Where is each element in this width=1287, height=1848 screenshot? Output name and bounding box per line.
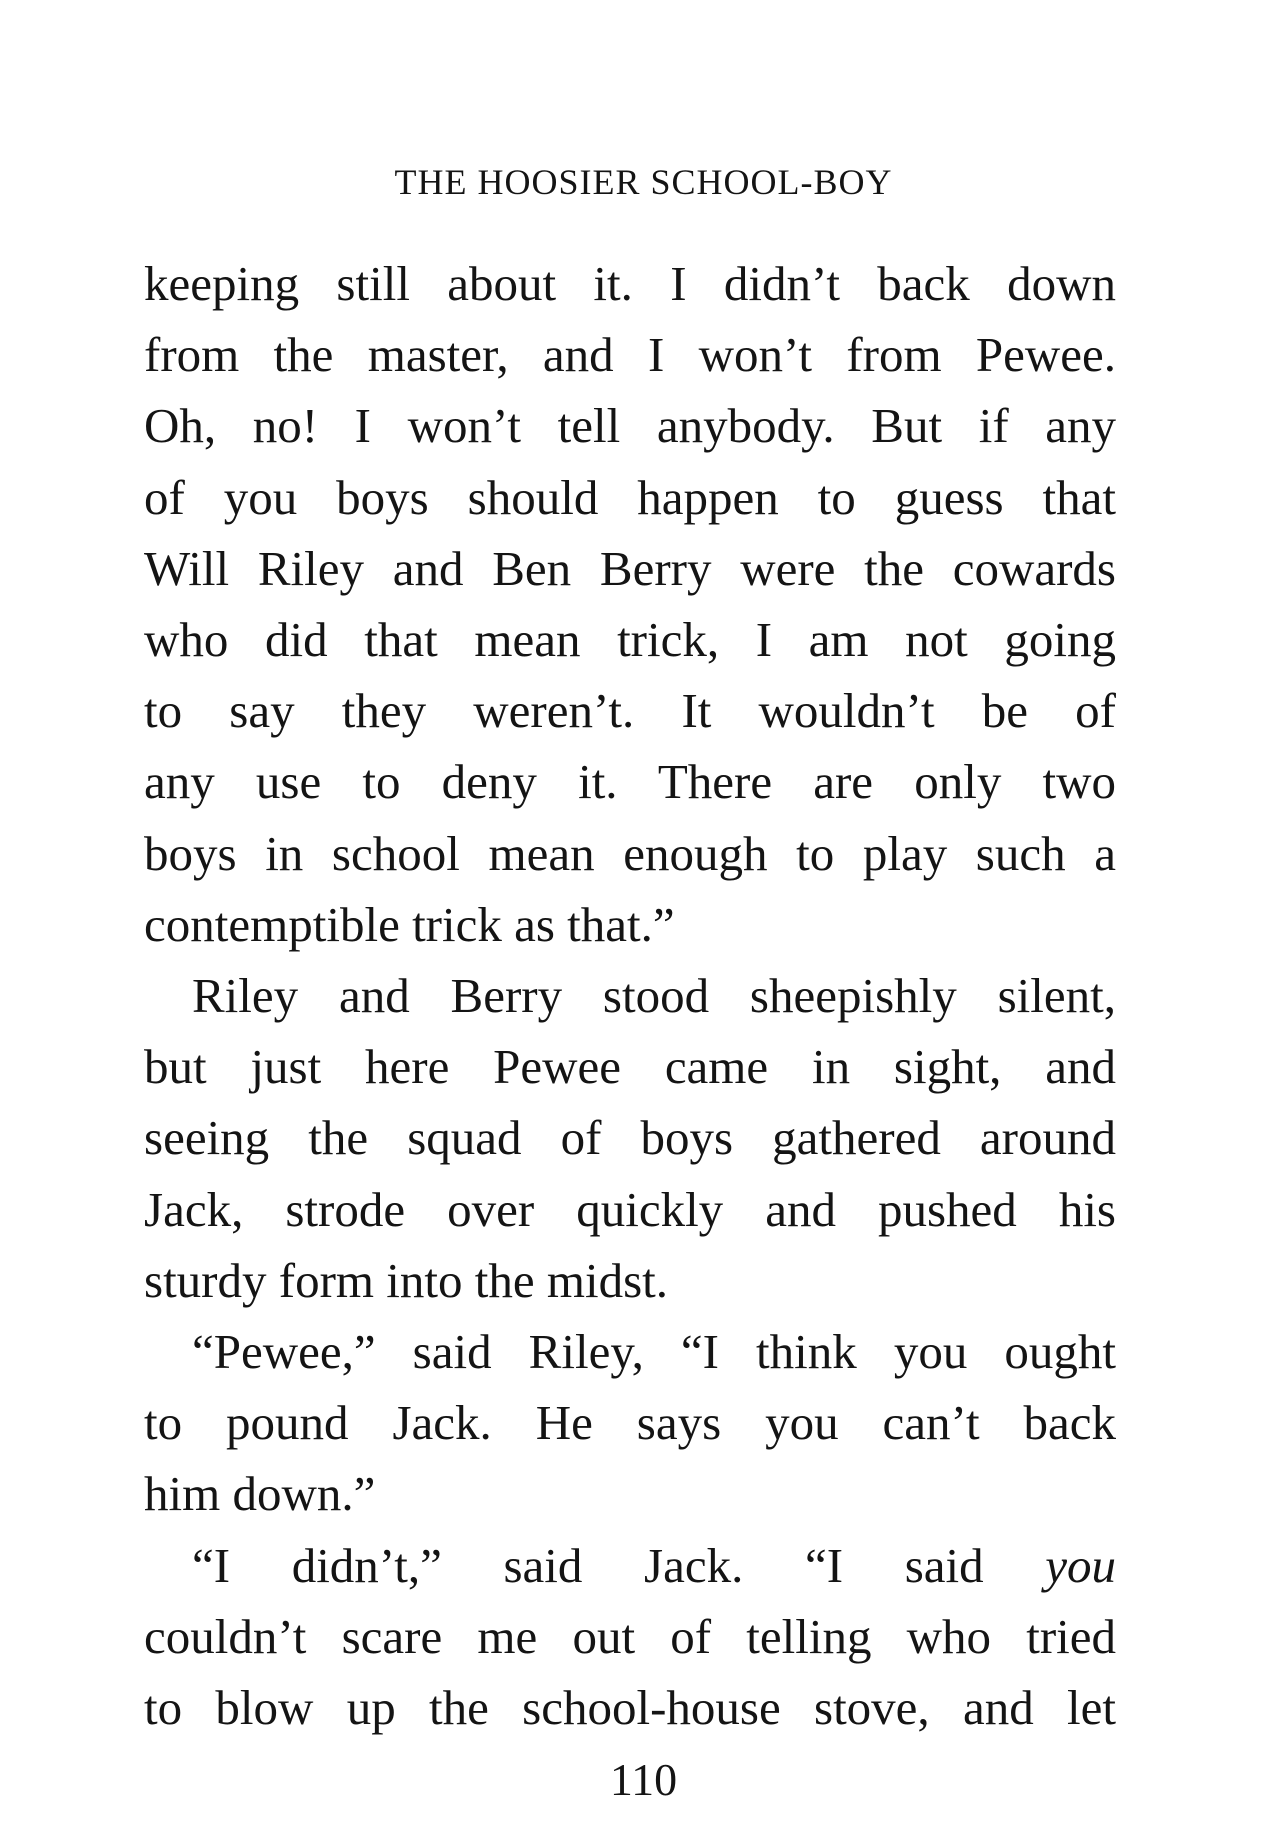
text-line: any use to deny it. There are only two [144, 754, 1116, 810]
text-line: seeing the squad of boys gathered around [144, 1110, 1116, 1166]
emphasis-you: you [1045, 1537, 1116, 1593]
text-line: him down.” [144, 1466, 376, 1522]
text-line: to blow up the school-house stove, and let [144, 1680, 1116, 1736]
text-line: Jack, strode over quickly and pushed his [144, 1181, 1116, 1237]
text-line: boys in school mean enough to play such a [144, 825, 1116, 881]
running-head: THE HOOSIER SCHOOL-BOY [394, 162, 893, 202]
text-line: to say they weren’t. It wouldn’t be of [144, 683, 1116, 739]
text-line: Riley and Berry stood sheepishly silent, [192, 968, 1116, 1024]
text-line: of you boys should happen to guess that [144, 469, 1116, 525]
text-line: Will Riley and Ben Berry were the cowards [144, 540, 1116, 596]
text-line: sturdy form into the midst. [144, 1252, 668, 1308]
text-line: keeping still about it. I didn’t back down [144, 256, 1116, 311]
line-text: “I didn’t,” said Jack. “I said [192, 1537, 1046, 1593]
body-text [144, 248, 1116, 1743]
paragraph-1 [144, 248, 1116, 960]
text-line: Oh, no! I won’t tell anybody. But if any [144, 398, 1116, 454]
text-line: contemptible trick as that.” [144, 896, 675, 952]
page-number: 110 [609, 1754, 678, 1805]
text-line: but just here Pewee came in sight, and [144, 1039, 1116, 1095]
text-line-with-emphasis [144, 1530, 1116, 1601]
paragraph-2 [144, 960, 1116, 1316]
text-line: who did that mean trick, I am not going [144, 612, 1116, 668]
paragraph-4 [144, 1530, 1116, 1744]
text-line: to pound Jack. He says you can’t back [144, 1395, 1116, 1451]
paragraph-3 [144, 1316, 1116, 1530]
text-line: from the master, and I won’t from Pewee. [144, 327, 1116, 383]
text-line: couldn’t scare me out of telling who tried [144, 1608, 1116, 1664]
text-line: “Pewee,” said Riley, “I think you ought [192, 1324, 1116, 1380]
